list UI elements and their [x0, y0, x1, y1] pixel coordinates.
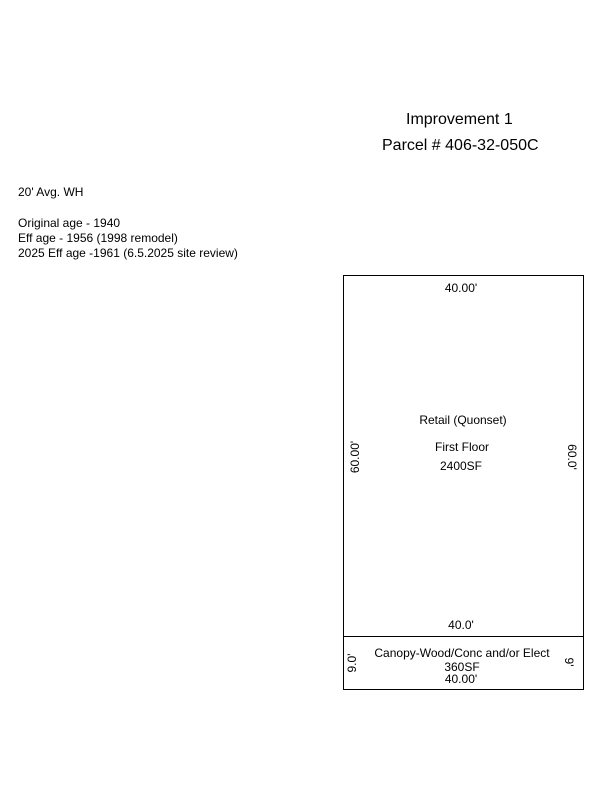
canopy-bottom-dimension: 40.00' [444, 672, 478, 686]
improvement-title: Improvement 1 [406, 111, 513, 128]
main-top-dimension: 40.00' [444, 281, 478, 295]
main-floor-label: First Floor [435, 440, 489, 454]
canopy-label: Canopy-Wood/Conc and/or Elect [374, 646, 550, 660]
canopy-right-dimension: 9' [562, 657, 576, 667]
effective-age-2025-note: 2025 Eff age -1961 (6.5.2025 site review) [18, 246, 238, 260]
effective-age-note: Eff age - 1956 (1998 remodel) [18, 231, 178, 245]
main-right-dimension: 60.0' [565, 444, 579, 470]
main-area-label: 2400SF [439, 459, 483, 473]
canopy-area-label: 360SF [444, 660, 480, 674]
original-age-note: Original age - 1940 [18, 216, 121, 230]
main-bottom-dimension: 40.0' [448, 618, 474, 632]
main-use-label: Retail (Quonset) [419, 413, 507, 427]
canopy-left-dimension: 9.0' [345, 653, 359, 673]
main-building-outline [343, 275, 584, 637]
parcel-number: Parcel # 406-32-050C [382, 137, 539, 154]
main-left-dimension: 60.00' [348, 440, 362, 474]
wall-height-note: 20' Avg. WH [18, 185, 84, 199]
